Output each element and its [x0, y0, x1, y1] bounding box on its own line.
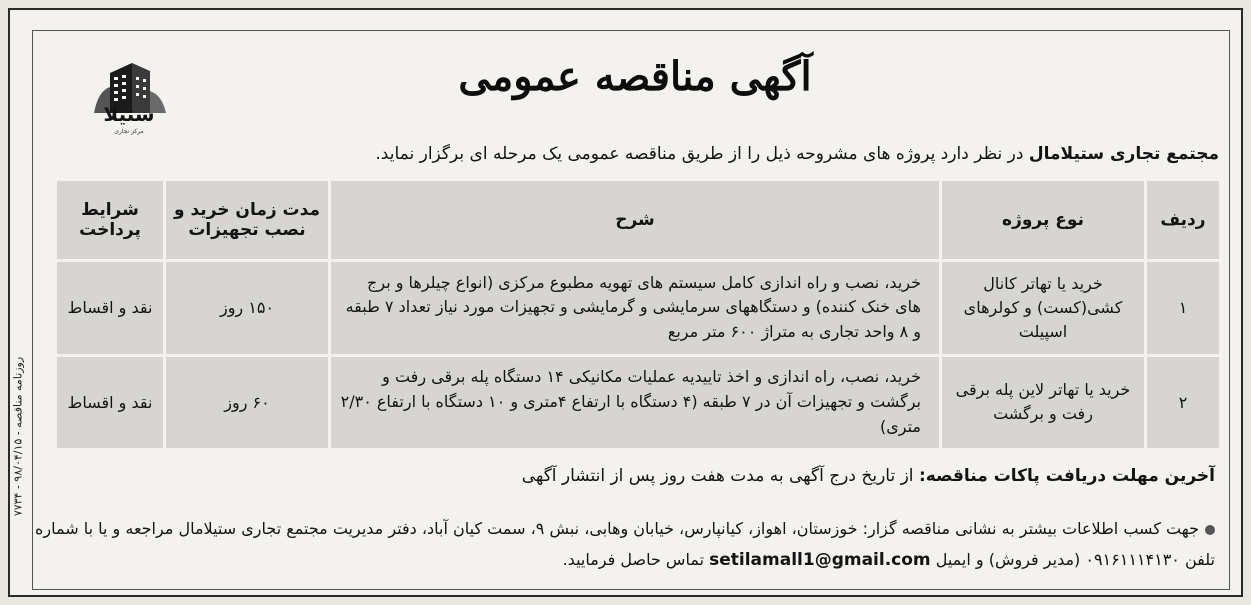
- header-description: شرح: [330, 180, 941, 261]
- header-project-type: نوع پروژه: [941, 180, 1146, 261]
- logo-subtitle: مرکز تجاری: [114, 128, 144, 135]
- table-header-row: [56, 180, 1221, 261]
- contact-info: [25, 513, 1215, 577]
- header-payment: شرایط پرداخت: [56, 180, 165, 261]
- row-number: ۲: [1146, 355, 1221, 450]
- email-link[interactable]: setilamall1@gmail.com: [709, 550, 931, 571]
- title-box: [430, 40, 840, 112]
- payment-terms: نقد و اقساط: [56, 355, 165, 450]
- tender-table: [54, 178, 1222, 451]
- contact-text: جهت کسب اطلاعات بیشتر به نشانی مناقصه گزار: خوزستان، اهواز، کیانپارس، خیابان وهابی، نبش ۹، سمت کیان آباد، دفتر مدیریت مجتمع تجاری ستیلامال مراجعه و یا با شماره تلفن ۰۹۱۶۱۱۱۴۱۳۰ (مدیر فروش) و ایمیل: [35, 519, 1215, 570]
- table-row: [56, 355, 1221, 450]
- project-type: خرید یا تهاتر کانال کشی(کست) و کولرهای اسپیلت: [941, 261, 1146, 356]
- project-duration: ۶۰ روز: [165, 355, 330, 450]
- intro-paragraph: [219, 144, 1219, 164]
- header-row-number: ردیف: [1146, 180, 1221, 261]
- header-duration: مدت زمان خرید و نصب تجهیزات: [165, 180, 330, 261]
- intro-text: در نظر دارد پروژه های مشروحه ذیل را از طریق مناقصه عمومی یک مرحله ای برگزار نماید.: [375, 144, 1029, 164]
- intro-company: مجتمع تجاری ستیلامال: [1028, 144, 1219, 164]
- advertisement-page: [8, 8, 1243, 597]
- payment-terms: نقد و اقساط: [56, 261, 165, 356]
- deadline-label: آخرین مهلت دریافت پاکات مناقصه:: [918, 466, 1215, 486]
- deadline-paragraph: [215, 466, 1215, 486]
- table-row: [56, 261, 1221, 356]
- project-description: خرید، نصب و راه اندازی کامل سیستم های تهویه مطبوع مرکزی (انواع چیلرها و برج های خنک کننده) و دستگاههای سرمایشی و گرمایشی و تجهیزات مورد نیاز تعداد ۷ طبقه و ۸ واحد تجاری به متراژ ۶۰۰ متر مربع: [330, 261, 941, 356]
- page-title: آگهی مناقصه عمومی: [458, 52, 812, 100]
- newspaper-reference: روزنامه مناقصه - ۹۸/۰۴/۱۵ - ۷۷۳۴: [11, 356, 25, 517]
- contact-text-end: تماس حاصل فرمایید.: [562, 550, 710, 570]
- project-duration: ۱۵۰ روز: [165, 261, 330, 356]
- logo-name: ستیلا: [103, 102, 155, 126]
- deadline-text: از تاریخ درج آگهی به مدت هفت روز پس از انتشار آگهی: [521, 466, 919, 486]
- project-description: خرید، نصب، راه اندازی و اخذ تاییدیه عملیات مکانیکی ۱۴ دستگاه پله برقی رفت و برگشت و تجهیزات آن در ۷ طبقه (۴ دستگاه با ارتفاع ۴متری و ۱۰ دستگاه با ارتفاع ۲/۳۰ متری): [330, 355, 941, 450]
- bullet-icon: [1205, 525, 1215, 535]
- row-number: ۱: [1146, 261, 1221, 356]
- project-type: خرید یا تهاتر لاین پله برقی رفت و برگشت: [941, 355, 1146, 450]
